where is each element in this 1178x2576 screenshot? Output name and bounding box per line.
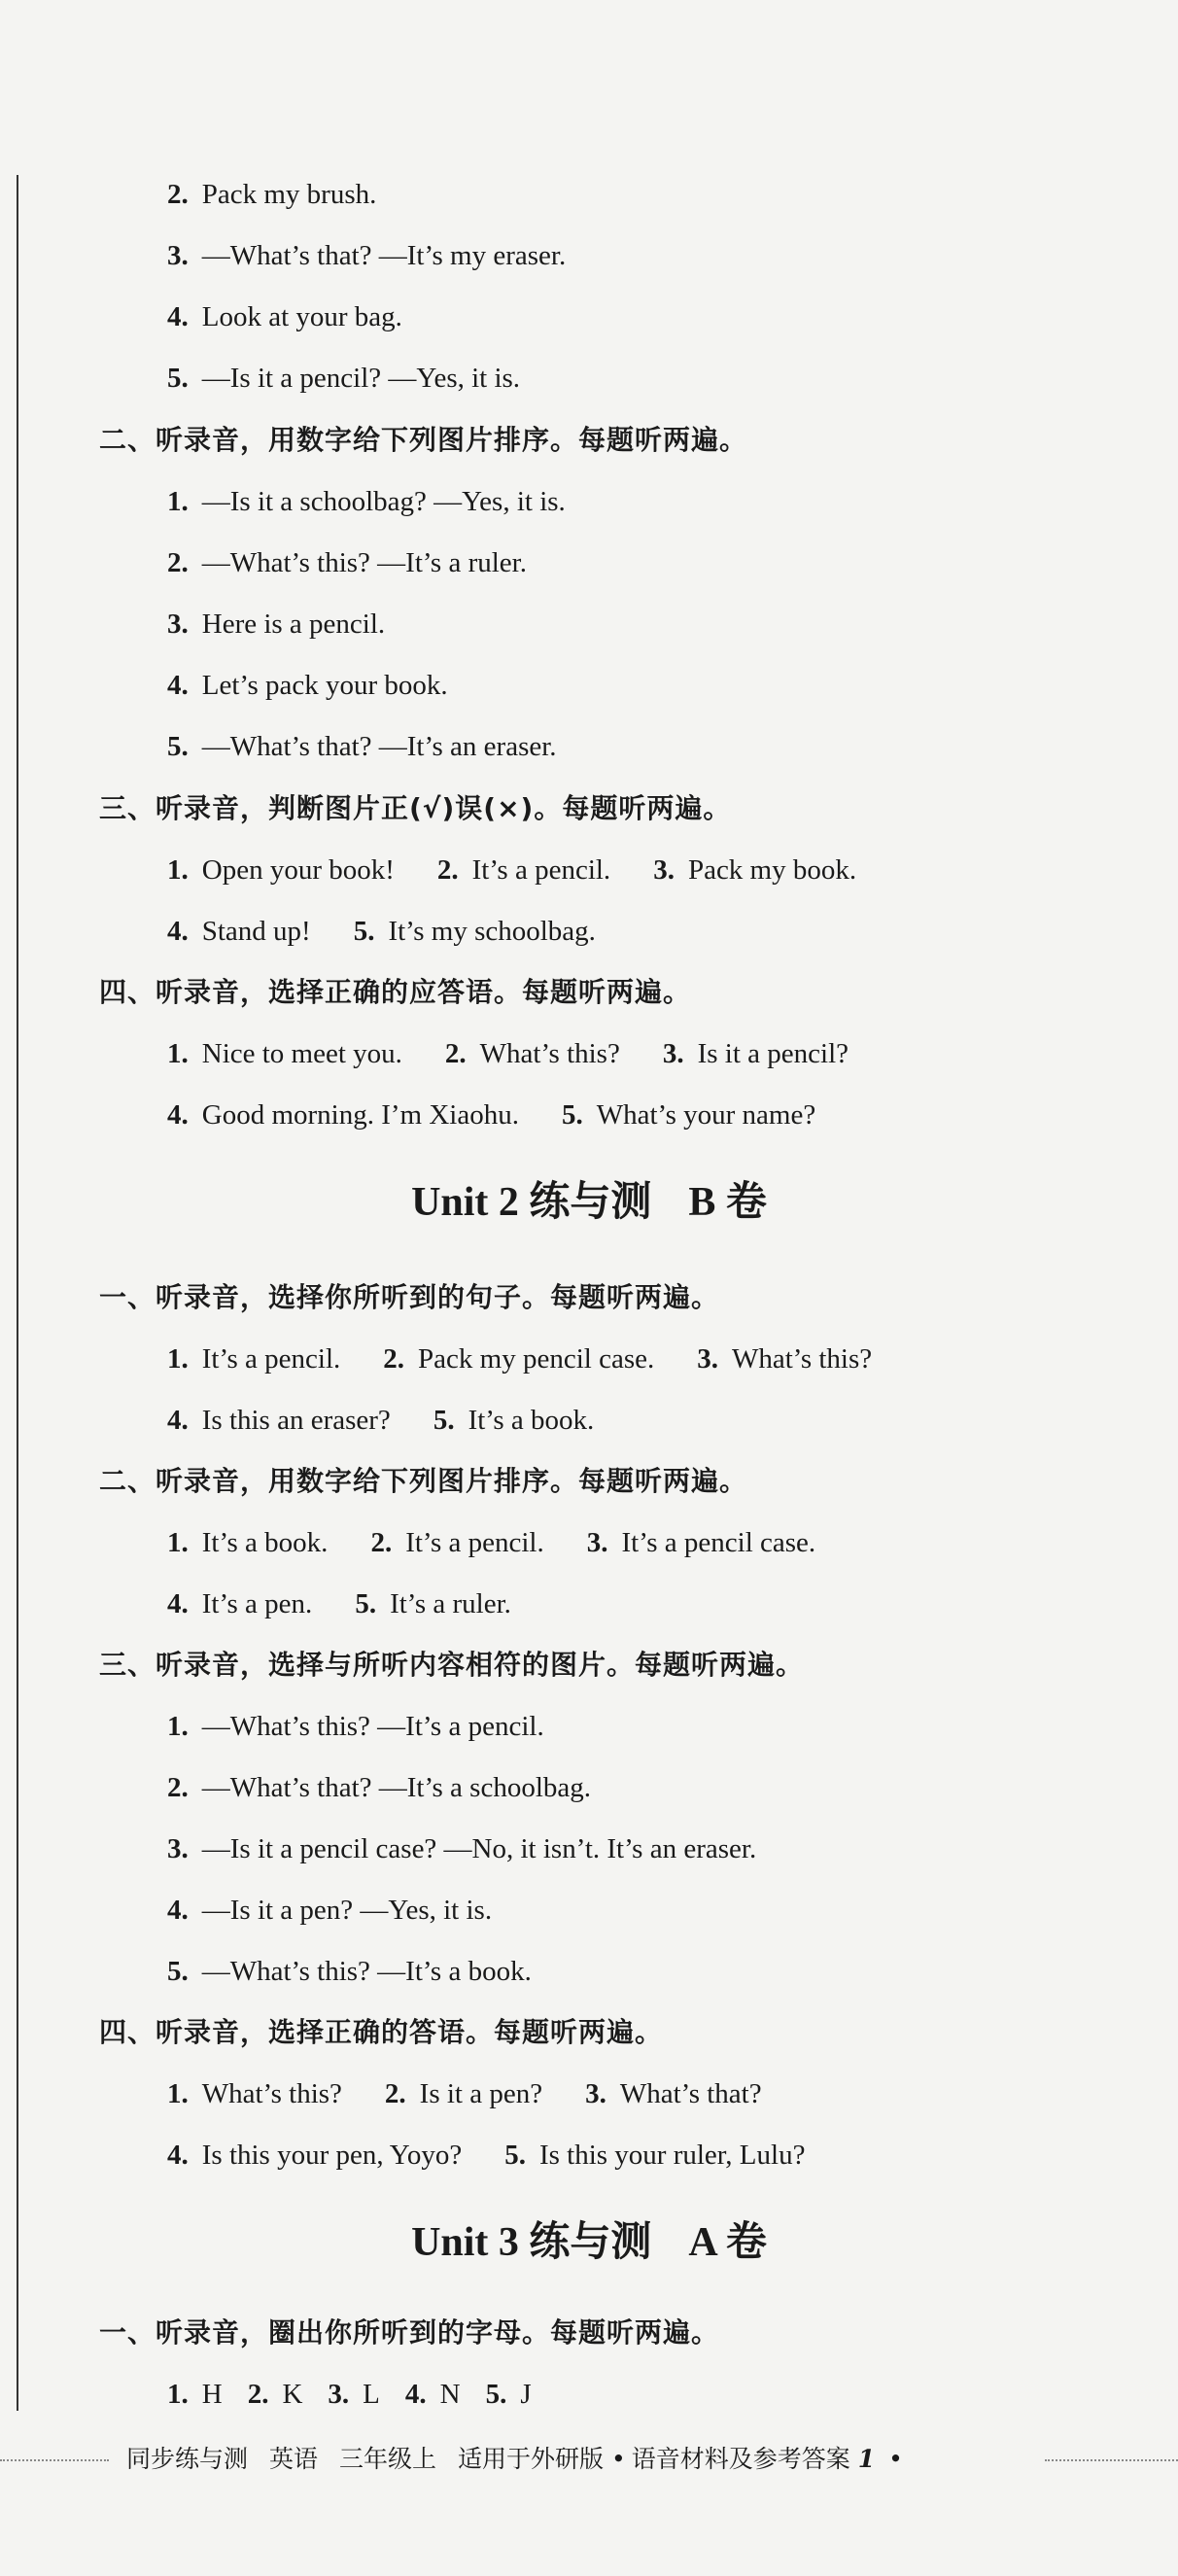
list-item: 1. It’s a book. xyxy=(167,1527,329,1558)
list-item: 3. Is it a pencil? xyxy=(662,1038,849,1069)
section-heading: 三、听录音，判断图片正(√)误(×)。每题听两遍。 xyxy=(99,792,732,824)
list-item: 4. Let’s pack your book. xyxy=(167,670,448,701)
section-heading: 二、听录音，用数字给下列图片排序。每题听两遍。 xyxy=(99,1465,748,1497)
page-number: 1 xyxy=(857,2445,876,2473)
list-item: 3. —Is it a pencil case? —No, it isn’t. It’s an eraser. xyxy=(167,1833,757,1864)
list-item: 4. —Is it a pen? —Yes, it is. xyxy=(167,1895,493,1926)
list-item: 4. N xyxy=(404,2379,461,2410)
list-row xyxy=(167,1584,511,1623)
list-item: 1. Nice to meet you. xyxy=(167,1038,402,1069)
list-item: 4. Good morning. I’m Xiaohu. xyxy=(167,1099,519,1131)
list-row xyxy=(167,851,856,889)
list-item: 3. L xyxy=(328,2379,380,2410)
margin-rule xyxy=(17,175,18,2411)
list-item: 4. Stand up! xyxy=(167,916,311,947)
list-row xyxy=(167,1523,815,1562)
list-item: 3. What’s this? xyxy=(697,1343,873,1375)
list-item: 5. It’s my schoolbag. xyxy=(353,916,596,947)
list-item: 3. Pack my book. xyxy=(653,854,857,886)
list-item: 1. What’s this? xyxy=(167,2078,342,2109)
section-heading: 三、听录音，选择与所听内容相符的图片。每题听两遍。 xyxy=(99,1649,805,1681)
list-item: 2. It’s a pencil. xyxy=(436,854,611,886)
list-item: 5. —Is it a pencil? —Yes, it is. xyxy=(167,363,521,394)
list-item: 2. Pack my brush. xyxy=(167,179,377,210)
list-item: 2. Pack my pencil case. xyxy=(383,1343,655,1375)
list-item: 4. Is this your pen, Yoyo? xyxy=(167,2140,463,2171)
list-item: 3. It’s a pencil case. xyxy=(586,1527,816,1558)
list-item: 2. —What’s that? —It’s a schoolbag. xyxy=(167,1772,592,1803)
section-heading: 四、听录音，选择正确的答语。每题听两遍。 xyxy=(99,2016,664,2048)
list-row xyxy=(167,912,596,951)
list-row xyxy=(167,2074,762,2113)
list-item: 5. —What’s this? —It’s a book. xyxy=(167,1956,532,1987)
list-item: 4. It’s a pen. xyxy=(167,1588,313,1619)
footer-rule-left xyxy=(0,2459,109,2461)
list-row xyxy=(167,1340,872,1378)
list-item: 1. Open your book! xyxy=(167,854,395,886)
list-item: 4. Look at your bag. xyxy=(167,301,402,332)
list-row xyxy=(167,2136,805,2175)
list-item: 1. —Is it a schoolbag? —Yes, it is. xyxy=(167,486,566,517)
list-item: 2. What’s this? xyxy=(444,1038,620,1069)
list-item: 2. Is it a pen? xyxy=(384,2078,543,2109)
list-item: 1. H xyxy=(167,2379,223,2410)
list-item: 5. Is this your ruler, Lulu? xyxy=(504,2140,806,2171)
unit-title: Unit 3 练与测 A 卷 xyxy=(411,2220,767,2265)
list-row xyxy=(167,1096,815,1134)
list-item: 5. What’s your name? xyxy=(561,1099,816,1131)
list-row xyxy=(167,1401,594,1440)
list-item: 1. It’s a pencil. xyxy=(167,1343,341,1375)
footer-text: 同步练与测 英语 三年级上 适用于外研版 • 语音材料及参考答案 1 • xyxy=(126,2445,903,2473)
list-row xyxy=(167,1034,849,1073)
list-item: 5. —What’s that? —It’s an eraser. xyxy=(167,731,557,762)
footer-rule-right xyxy=(1045,2459,1178,2461)
list-item: 5. It’s a ruler. xyxy=(355,1588,511,1619)
letter-row xyxy=(167,2375,532,2414)
list-item: 3. What’s that? xyxy=(585,2078,762,2109)
list-item: 2. —What’s this? —It’s a ruler. xyxy=(167,547,527,578)
list-item: 3. Here is a pencil. xyxy=(167,609,386,640)
section-heading: 四、听录音，选择正确的应答语。每题听两遍。 xyxy=(99,976,692,1008)
list-item: 2. It’s a pencil. xyxy=(370,1527,544,1558)
list-item: 3. —What’s that? —It’s my eraser. xyxy=(167,240,567,271)
list-item: 5. J xyxy=(485,2379,532,2410)
unit-title: Unit 2 练与测 B 卷 xyxy=(411,1180,767,1225)
section-heading: 二、听录音，用数字给下列图片排序。每题听两遍。 xyxy=(99,424,748,456)
section-heading: 一、听录音，圈出你所听到的字母。每题听两遍。 xyxy=(99,2316,720,2349)
page-footer xyxy=(0,2440,1178,2479)
list-item: 2. K xyxy=(247,2379,303,2410)
list-item: 5. It’s a book. xyxy=(433,1405,595,1436)
section-heading: 一、听录音，选择你所听到的句子。每题听两遍。 xyxy=(99,1281,720,1313)
list-item: 1. —What’s this? —It’s a pencil. xyxy=(167,1711,544,1742)
list-item: 4. Is this an eraser? xyxy=(167,1405,391,1436)
